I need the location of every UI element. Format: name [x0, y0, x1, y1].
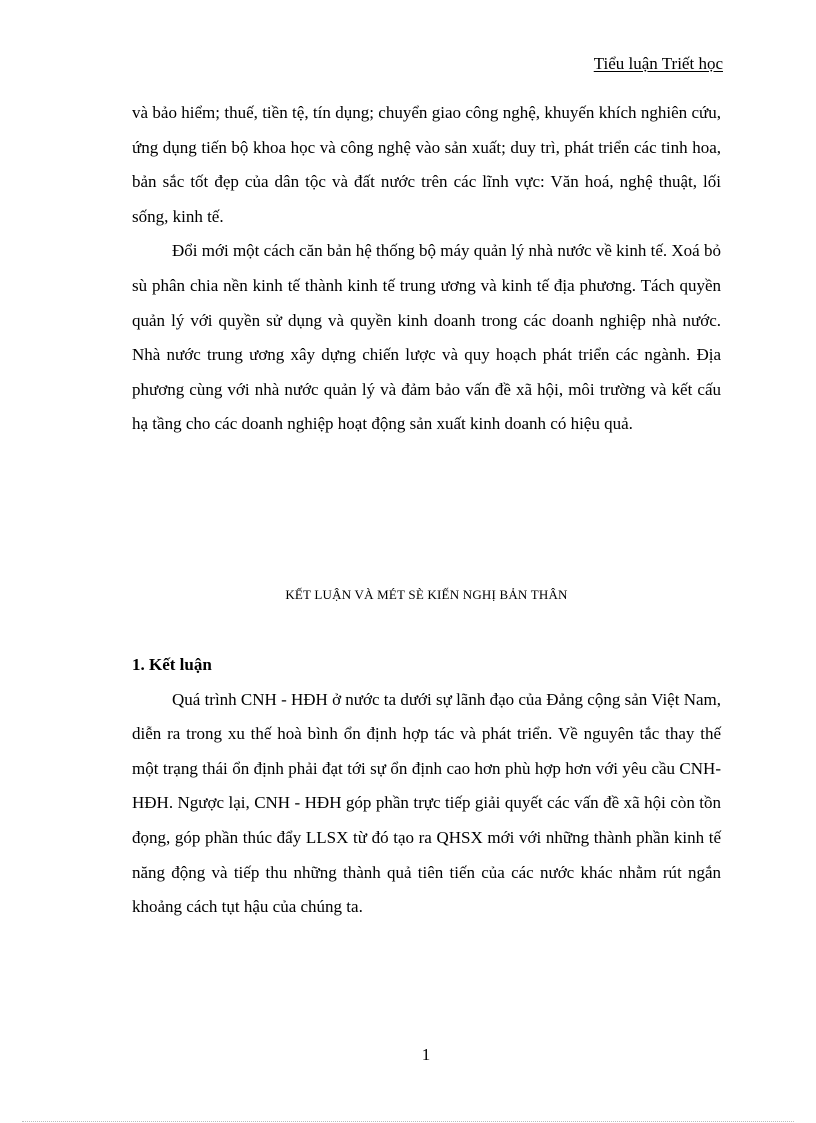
- paragraph-state-reform: Đổi mới một cách căn bản hệ thống bộ máy quản lý nhà nước về kinh tế. Xoá bỏ sù phân chia nền kinh tế thành kinh tế trung ương và kinh tế địa phương. Tách quyền quản lý với quyền sử dụng và quyền kinh doanh trong các doanh nghiệp nhà nước. Nhà nước trung ương xây dựng chiến lược và quy hoạch phát triển các ngành. Địa phương cùng với nhà nước quản lý và đảm bảo vấn đề xã hội, môi trường và kết cấu hạ tầng cho các doanh nghiệp hoạt động sản xuất kinh doanh có hiệu quả.: [132, 241, 721, 434]
- paragraph-conclusion: Quá trình CNH - HĐH ở nước ta dưới sự lãnh đạo của Đảng cộng sản Việt Nam, diễn ra trong xu thế hoà bình ổn định hợp tác và phát triển. Về nguyên tắc thay thế một trạng thái ổn định phải đạt tới sự ổn định cao hơn phù hợp hơn với yêu cầu CNH-HĐH. Ngược lại, CNH - HĐH góp phần trực tiếp giải quyết các vấn đề xã hội còn tồn đọng, góp phần thúc đẩy LLSX từ đó tạo ra QHSX mới với những thành phần kinh tế năng động và tiếp thu những thành quả tiên tiến của các nước khác nhằm rút ngắn khoảng cách tụt hậu của chúng ta.: [132, 689, 721, 917]
- page-bottom-edge: [22, 1121, 794, 1122]
- paragraph-continuation: và bảo hiểm; thuế, tiền tệ, tín dụng; chuyển giao công nghệ, khuyến khích nghiên cứu, ứng dụng tiến bộ khoa học và công nghệ vào sản xuất; duy trì, phát triển các tinh hoa, bản sắc tốt đẹp của dân tộc và đất nước trên các lĩnh vực: Văn hoá, nghệ thuật, lối sống, kinh tế.: [132, 103, 721, 226]
- section-title: KẾT LUẬN VÀ MÉT SÈ KIẾN NGHỊ BẢN THÂN: [285, 587, 568, 602]
- intro-text-block: [132, 96, 721, 442]
- conclusion-text-block: [132, 648, 721, 925]
- page-number: 1: [421, 1045, 431, 1064]
- header-title: Tiểu luận Triết học: [593, 54, 723, 73]
- subheading-conclusion: 1. Kết luận: [132, 655, 212, 674]
